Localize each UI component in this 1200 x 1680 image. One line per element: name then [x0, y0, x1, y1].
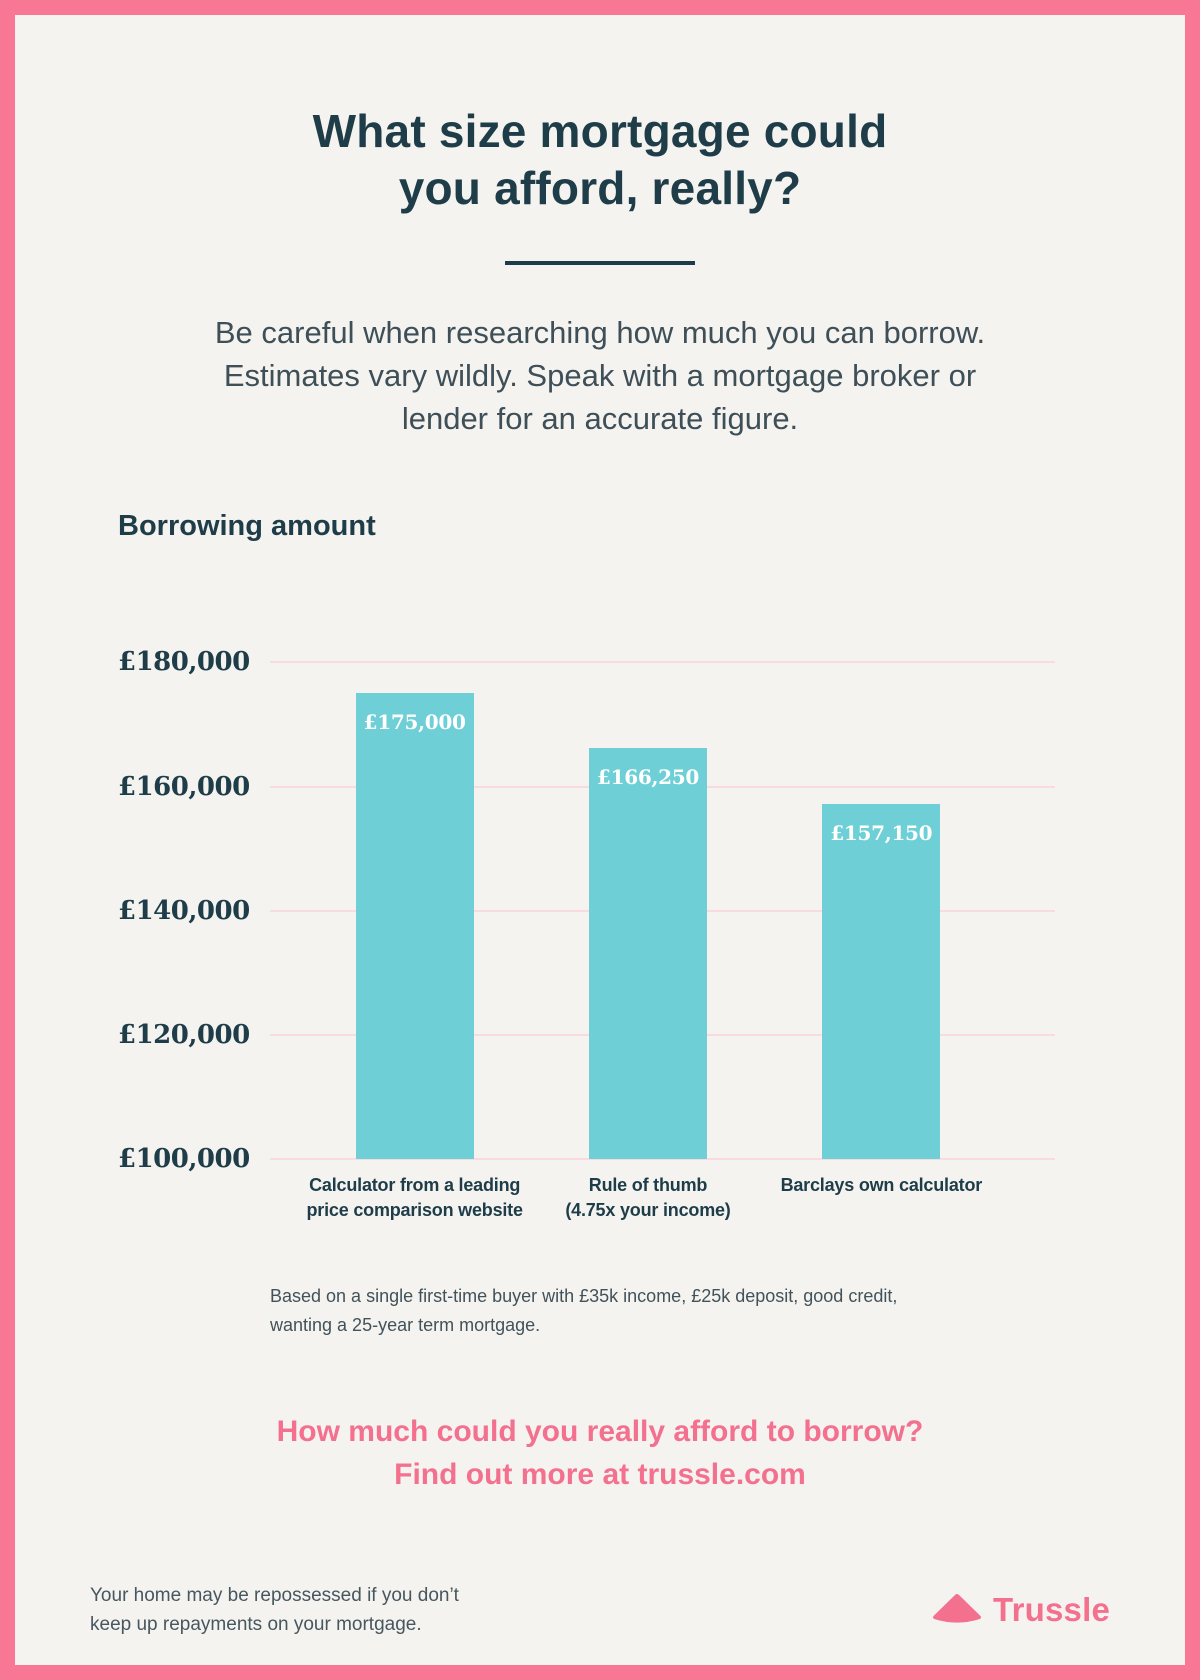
bar-chart [118, 647, 1055, 1221]
bar-column [298, 662, 531, 1221]
main-title [15, 103, 1185, 217]
x-axis-category-label [513, 1173, 783, 1223]
subtitle-line: Estimates vary wildly. Speak with a mortgage broker or [223, 358, 977, 394]
subtitle-line: lender for an accurate figure. [401, 401, 799, 437]
x-axis-category-line: Calculator from a leading [309, 1175, 521, 1196]
x-axis-category-line: price comparison website [306, 1200, 523, 1221]
x-axis-category-line: (4.75x your income) [565, 1200, 731, 1221]
bar-value-label: £175,000 [363, 710, 466, 735]
trussle-wordmark: Trussle [993, 1591, 1110, 1629]
cta-line: How much could you really afford to borrow? [276, 1414, 924, 1448]
bar-value-label: £157,150 [830, 821, 933, 846]
poster-page [15, 15, 1185, 1665]
x-axis-category-label [746, 1173, 1016, 1198]
x-axis-category-label [280, 1173, 550, 1223]
bar [822, 804, 940, 1159]
bar-column [531, 662, 764, 1221]
x-axis-category-line: Rule of thumb [588, 1175, 708, 1196]
y-axis-tick-label: £120,000 [118, 1020, 250, 1051]
title-divider [505, 261, 695, 265]
footnote-line: Based on a single first-time buyer with £35k income, £25k deposit, good credit, [270, 1286, 898, 1307]
bar-column [765, 662, 998, 1196]
legal-disclaimer [90, 1581, 459, 1640]
y-axis-tick-label: £160,000 [118, 771, 250, 802]
disclaimer-line: Your home may be repossessed if you don’t [90, 1584, 459, 1606]
x-axis-category-line: Barclays own calculator [780, 1175, 983, 1196]
y-axis-tick-label: £140,000 [118, 895, 250, 926]
y-axis-tick-label: £180,000 [118, 647, 250, 678]
bar-value-label: £166,250 [596, 764, 699, 789]
y-axis-tick-label: £100,000 [118, 1144, 250, 1175]
subtitle-line: Be careful when researching how much you can borrow. [214, 315, 986, 351]
disclaimer-line: keep up repayments on your mortgage. [90, 1614, 422, 1636]
footnote-line: wanting a 25-year term mortgage. [270, 1315, 541, 1336]
cta-line: Find out more at trussle.com [394, 1458, 806, 1492]
trussle-logo [931, 1591, 1110, 1629]
bars-row [298, 662, 998, 1221]
cta-text [15, 1410, 1185, 1497]
main-title-line: What size mortgage could [312, 105, 888, 157]
trussle-logo-icon [931, 1592, 983, 1629]
bar [356, 693, 474, 1159]
bar [589, 748, 707, 1160]
main-title-line: you afford, really? [398, 162, 802, 215]
footer [90, 1581, 1110, 1640]
chart-footnote [270, 1282, 1185, 1340]
subtitle [15, 311, 1185, 440]
chart-title: Borrowing amount [118, 510, 376, 543]
